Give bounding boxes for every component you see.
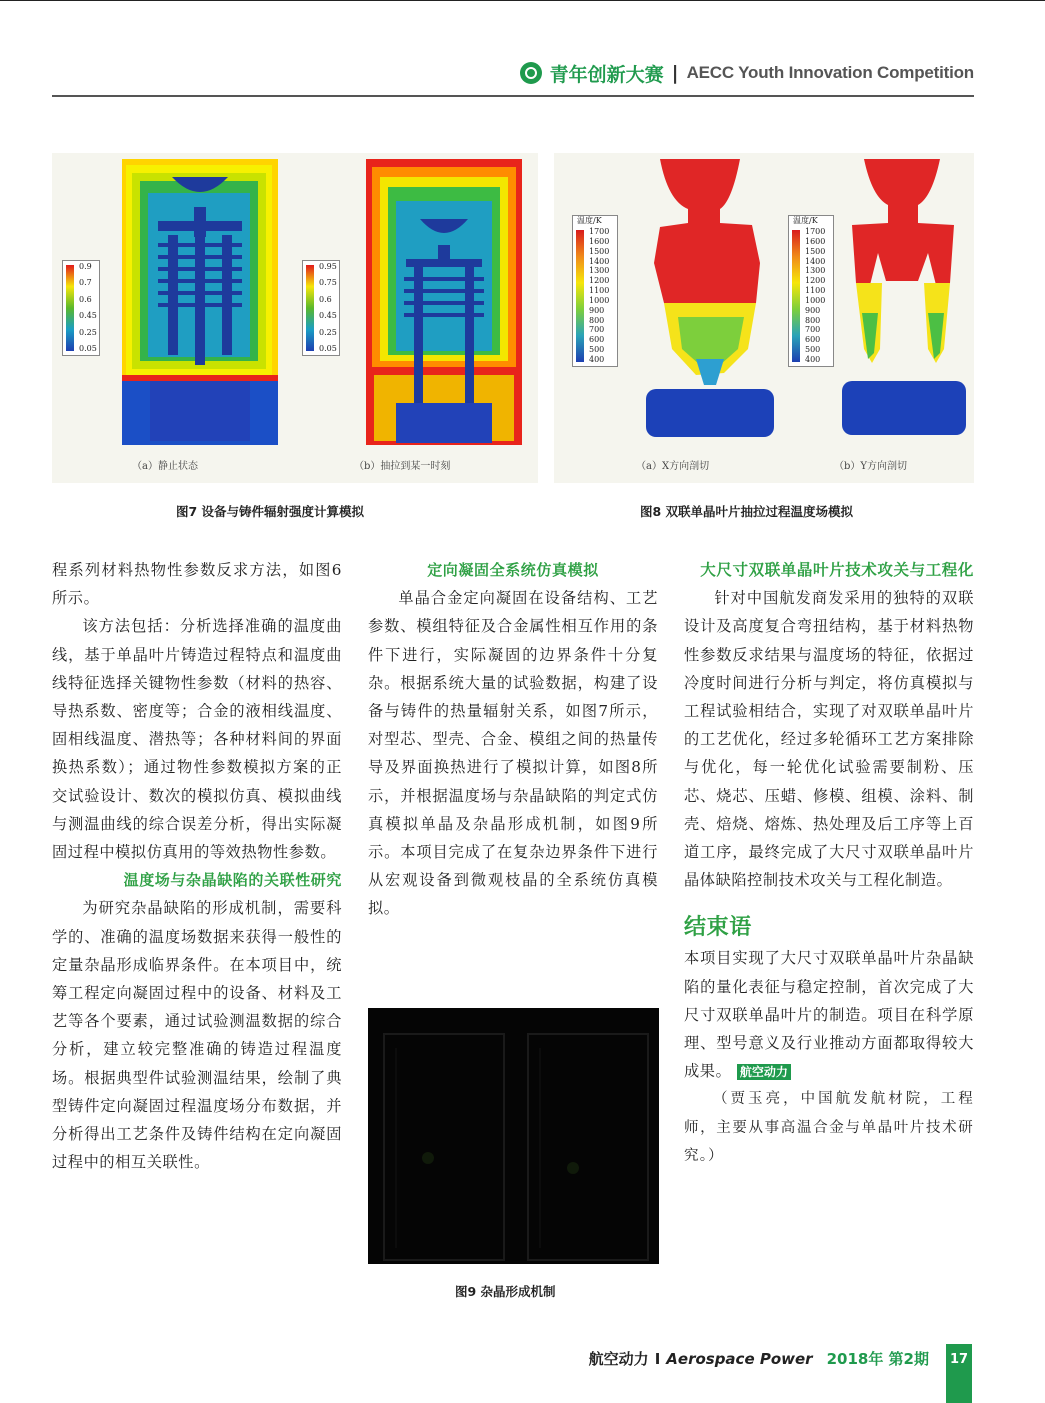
footer-journal-cn: 航空动力 [588, 1350, 649, 1368]
legend-value: 0.05 [79, 343, 97, 353]
column-1 [52, 556, 342, 1176]
legend-value: 1300 [805, 266, 826, 276]
legend-value: 1000 [805, 295, 826, 305]
paragraph [684, 944, 974, 1085]
competition-logo-icon [520, 62, 542, 84]
section-heading: 温度场与杂晶缺陷的关联性研究 [123, 871, 342, 890]
footer-separator: I [654, 1349, 661, 1368]
legend-value: 900 [805, 305, 821, 315]
fig8-sub-b: （b）Y方向剖切 [834, 461, 908, 472]
legend-title: 温度/K [793, 216, 818, 225]
legend-value: 0.25 [79, 327, 97, 337]
fig9-caption: 图9 杂晶形成机制 [455, 1284, 556, 1299]
legend-value: 1500 [805, 246, 826, 256]
legend-value: 0.45 [319, 311, 337, 321]
fig8-panel-a-image [640, 153, 780, 438]
figure-8 [554, 153, 974, 483]
legend-value: 1100 [805, 286, 826, 296]
legend-value: 800 [589, 315, 605, 325]
header-title-en: AECC Youth Innovation Competition [686, 63, 974, 82]
paragraph: 程系列材料热物性参数反求方法，如图6所示。 [52, 561, 342, 608]
legend-value: 1200 [805, 276, 826, 286]
legend-value: 900 [589, 305, 605, 315]
page-number: 17 [946, 1344, 972, 1403]
legend-value: 600 [589, 335, 605, 345]
column-3 [684, 556, 974, 1170]
legend-value: 1300 [589, 266, 610, 276]
legend-value: 0.95 [319, 262, 337, 271]
legend-value: 0.6 [79, 294, 92, 304]
running-header [520, 60, 974, 86]
header-rule [52, 95, 974, 97]
footer [589, 1348, 929, 1369]
legend-value: 1600 [805, 236, 826, 246]
legend-value: 1100 [589, 286, 610, 296]
fig7-panel-a-image [122, 159, 278, 445]
header-title-cn: 青年创新大赛 [549, 63, 664, 86]
legend-value: 700 [589, 325, 605, 335]
paragraph: 该方法包括：分析选择准确的温度曲线，基于单晶叶片铸造过程特点和温度曲线特征选择关键物性参数（材料的热容、导热系数、密度等；合金的液相线温度、固相线温度、潜热等；各种材料间的界面换热系数）；通过物性参数模拟方案的正交试验设计、数次的模拟仿真、模拟曲线与测温曲线的综合误差分析，得出实际凝固过程中模拟仿真用的等效热物性参数。 [52, 617, 342, 862]
legend-value: 400 [589, 354, 605, 364]
fig7-panel-b-image [366, 159, 522, 445]
fig8-b-legend [788, 215, 834, 367]
conclusion-heading: 结束语 [684, 915, 752, 941]
paragraph-text: 本项目实现了大尺寸双联单晶叶片杂晶缺陷的量化表征与稳定控制，首次完成了大尺寸双联单晶叶片的制造。项目在科学原理、型号意义及行业推动方面都取得较大成果。 [684, 949, 974, 1081]
legend-value: 500 [805, 345, 821, 355]
legend-value: 0.75 [319, 278, 337, 288]
legend-value: 1200 [589, 276, 610, 286]
legend-value: 1000 [589, 295, 610, 305]
header-separator: | [671, 62, 679, 84]
fig7-caption: 图7 设备与铸件辐射强度计算模拟 [176, 504, 365, 519]
legend-value: 600 [805, 335, 821, 345]
fig8-caption: 图8 双联单晶叶片抽拉过程温度场模拟 [640, 504, 854, 519]
legend-value: 700 [805, 325, 821, 335]
footer-issue: 2018年 第2期 [826, 1350, 929, 1368]
author-note: （贾玉亮，中国航发航材院，工程师，主要从事高温合金与单晶叶片技术研究。） [684, 1091, 974, 1164]
legend-value: 400 [805, 354, 821, 364]
legend-value: 1700 [805, 227, 826, 236]
legend-value: 0.6 [319, 294, 332, 304]
legend-value: 500 [589, 345, 605, 355]
section-heading: 定向凝固全系统仿真模拟 [427, 561, 599, 579]
legend-value: 1600 [589, 236, 610, 246]
fig8-sub-a: （a）X方向剖切 [636, 461, 710, 472]
fig8-panel-b-image [834, 153, 974, 438]
legend-value: 0.9 [79, 262, 92, 271]
legend-value: 1500 [589, 246, 610, 256]
legend-value: 0.7 [79, 278, 92, 288]
figure-9-image [368, 1008, 659, 1264]
legend-title: 温度/K [577, 216, 602, 225]
legend-value: 0.25 [319, 327, 337, 337]
legend-value: 800 [805, 315, 821, 325]
fig7-sub-a: （a）静止状态 [132, 461, 198, 472]
figure-7 [52, 153, 538, 483]
legend-value: 0.45 [79, 311, 97, 321]
paragraph: 为研究杂晶缺陷的形成机制，需要科学的、准确的温度场数据来获得一般性的定量杂晶形成临界条件。在本项目中，统筹工程定向凝固过程中的设备、材料及工艺等各个要素，通过试验测温数据的综合分析，建立较完整准确的铸造过程温度场。根据典型件试验测温结果，绘制了典型铸件定向凝固过程温度场分布数据，并分析得出工艺条件及铸件结构在定向凝固过程中的相互关联性。 [52, 899, 342, 1172]
legend-value: 1400 [805, 256, 826, 266]
paragraph: 针对中国航发商发采用的独特的双联设计及高度复合弯扭结构，基于材料热物性参数反求结果与温度场的特征，依据过冷度时间进行分析与判定，将仿真模拟与工程试验相结合，实现了对双联单晶叶片的工艺优化，经过多轮循环工艺方案排除与优化，每一轮优化试验需要制粉、压芯、烧芯、压蜡、修模、组模、涂料、制壳、焙烧、熔炼、热处理及后工序等上百道工序，最终完成了大尺寸双联单晶叶片晶体缺陷控制技术攻关与工程化制造。 [684, 589, 974, 890]
fig7-sub-b: （b）抽拉到某一时刻 [354, 461, 451, 472]
legend-value: 0.05 [319, 343, 337, 353]
journal-tag: 航空动力 [737, 1064, 791, 1080]
fig8-a-legend [572, 215, 618, 367]
legend-value: 1400 [589, 256, 610, 266]
legend-value: 1700 [589, 227, 610, 236]
fig7-a-legend [62, 260, 100, 356]
section-heading: 大尺寸双联单晶叶片技术攻关与工程化 [700, 561, 974, 579]
paragraph: 单晶合金定向凝固在设备结构、工艺参数、模组特征及合金属性相互作用的条件下进行，实际凝固的边界条件十分复杂。根据系统大量的试验数据，构建了设备与铸件的热量辐射关系，如图7所示，对型芯、型壳、合金、模组之间的热量传导及界面换热进行了模拟计算，如图8所示，并根据温度场与杂晶缺陷的判定式仿真模拟单晶及杂晶形成机制，如图9所示。本项目完成了在复杂边界条件下进行从宏观设备到微观枝晶的全系统仿真模拟。 [368, 589, 658, 918]
top-border [0, 0, 1045, 1]
footer-journal-en: Aerospace Power [666, 1349, 813, 1368]
fig7-b-legend [302, 260, 340, 356]
column-2 [368, 556, 658, 923]
